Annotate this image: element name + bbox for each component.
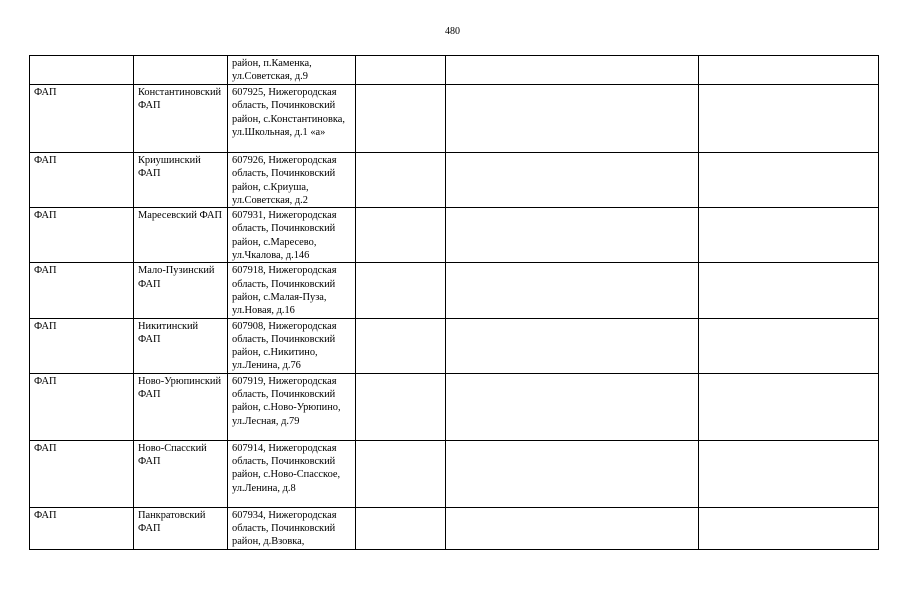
empty-cell: [356, 263, 446, 318]
empty-cell: [446, 373, 699, 440]
facility-type-cell: ФАП: [30, 153, 134, 208]
empty-cell: [446, 85, 699, 153]
table-row: [30, 318, 879, 373]
facility-name-cell: Криушинский ФАП: [134, 153, 228, 208]
empty-cell: [356, 208, 446, 263]
facility-address-cell: 607926, Нижегородская область, Починковский район, с.Криуша, ул.Советская, д.2: [228, 153, 356, 208]
facility-type-cell: ФАП: [30, 440, 134, 507]
table-row: [30, 153, 879, 208]
facility-type-cell: [30, 56, 134, 85]
empty-cell: [446, 440, 699, 507]
facility-type-cell: ФАП: [30, 373, 134, 440]
empty-cell: [446, 263, 699, 318]
facility-name-cell: Никитинский ФАП: [134, 318, 228, 373]
facilities-table: [29, 55, 879, 550]
empty-cell: [699, 507, 879, 549]
empty-cell: [446, 56, 699, 85]
empty-cell: [699, 318, 879, 373]
empty-cell: [356, 507, 446, 549]
table-row: [30, 85, 879, 153]
facility-type-cell: ФАП: [30, 263, 134, 318]
facility-name-cell: Панкратовский ФАП: [134, 507, 228, 549]
empty-cell: [699, 153, 879, 208]
table-row: [30, 263, 879, 318]
facility-address-cell: 607925, Нижегородская область, Починковский район, с.Константиновка, ул.Школьная, д.1 «а»: [228, 85, 356, 153]
table-row: [30, 56, 879, 85]
empty-cell: [356, 373, 446, 440]
empty-cell: [356, 153, 446, 208]
empty-cell: [356, 440, 446, 507]
facility-address-cell: 607908, Нижегородская область, Починковский район, с.Никитино, ул.Ленина, д.76: [228, 318, 356, 373]
facility-address-cell: 607919, Нижегородская область, Починковский район, с.Ново-Урюпино, ул.Лесная, д.79: [228, 373, 356, 440]
table-row: [30, 440, 879, 507]
empty-cell: [699, 208, 879, 263]
facility-name-cell: Мало-Пузинский ФАП: [134, 263, 228, 318]
empty-cell: [699, 263, 879, 318]
empty-cell: [699, 85, 879, 153]
empty-cell: [699, 373, 879, 440]
empty-cell: [446, 318, 699, 373]
facility-name-cell: Ново-Урюпинский ФАП: [134, 373, 228, 440]
facility-name-cell: [134, 56, 228, 85]
empty-cell: [446, 507, 699, 549]
facility-name-cell: Константиновский ФАП: [134, 85, 228, 153]
empty-cell: [699, 56, 879, 85]
facility-address-cell: 607914, Нижегородская область, Починковский район, с.Ново-Спасское, ул.Ленина, д.8: [228, 440, 356, 507]
empty-cell: [356, 85, 446, 153]
table-row: [30, 373, 879, 440]
table-row: [30, 208, 879, 263]
facility-address-cell: район, п.Каменка, ул.Советская, д.9: [228, 56, 356, 85]
empty-cell: [446, 208, 699, 263]
facility-type-cell: ФАП: [30, 85, 134, 153]
facility-type-cell: ФАП: [30, 208, 134, 263]
facility-address-cell: 607934, Нижегородская область, Починковский район, д.Взовка,: [228, 507, 356, 549]
facility-type-cell: ФАП: [30, 318, 134, 373]
empty-cell: [446, 153, 699, 208]
page-number: 480: [445, 26, 460, 37]
facility-address-cell: 607918, Нижегородская область, Починковский район, с.Малая-Пуза, ул.Новая, д.16: [228, 263, 356, 318]
facility-type-cell: ФАП: [30, 507, 134, 549]
empty-cell: [356, 56, 446, 85]
facility-address-cell: 607931, Нижегородская область, Починковский район, с.Маресево, ул.Чкалова, д.146: [228, 208, 356, 263]
facility-name-cell: Ново-Спасский ФАП: [134, 440, 228, 507]
empty-cell: [356, 318, 446, 373]
facility-name-cell: Маресевский ФАП: [134, 208, 228, 263]
empty-cell: [699, 440, 879, 507]
table-row: [30, 507, 879, 549]
